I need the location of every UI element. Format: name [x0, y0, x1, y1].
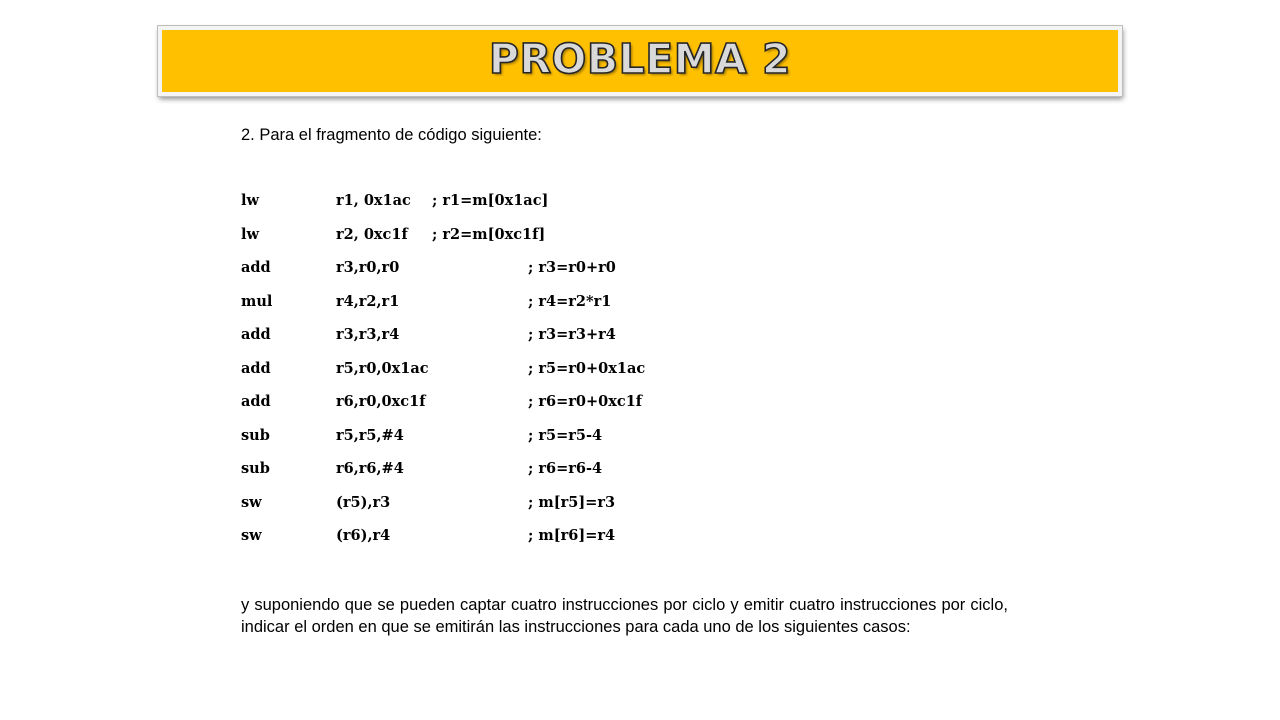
intro-text: 2. Para el fragmento de código siguiente:: [241, 126, 542, 144]
slide-title: PROBLEMA 2: [488, 35, 792, 83]
code-args: r4,r2,r1: [336, 292, 400, 310]
code-args: (r5),r3: [336, 493, 391, 511]
code-args: r1, 0x1ac: [336, 192, 411, 209]
code-op: sub: [241, 460, 270, 477]
code-op: add: [241, 393, 271, 410]
code-comment: ; r5=r0+0x1ac: [528, 359, 646, 377]
code-args: (r6),r4: [336, 527, 391, 544]
code-op: mul: [241, 292, 273, 310]
code-args: r5,r5,#4: [336, 426, 404, 444]
code-args: r5,r0,0x1ac: [336, 359, 429, 377]
code-comment: ; r4=r2*r1: [528, 292, 612, 310]
code-comment: ; r3=r3+r4: [528, 326, 616, 343]
code-comment: ; r1=m[0x1ac]: [432, 192, 549, 209]
code-comment: ; r6=r0+0xc1f: [528, 393, 643, 410]
code-args: r6,r0,0xc1f: [336, 393, 426, 410]
code-comment: ; r2=m[0xc1f]: [432, 225, 546, 243]
code-op: add: [241, 259, 271, 276]
code-op: sub: [241, 426, 270, 444]
code-op: lw: [241, 225, 259, 243]
code-op: add: [241, 326, 271, 343]
code-comment: ; m[r5]=r3: [528, 493, 616, 511]
code-args: r3,r0,r0: [336, 259, 400, 276]
closing-text: y suponiendo que se pueden captar cuatro instrucciones por ciclo y emitir cuatro instrucciones por ciclo, indicar el orden en que se emitirán las instrucciones para cada uno de los siguientes casos:: [241, 596, 1008, 636]
code-op: lw: [241, 192, 259, 209]
code-comment: ; m[r6]=r4: [528, 527, 616, 544]
code-op: sw: [241, 527, 262, 544]
title-banner: [158, 26, 1122, 96]
code-args: r2, 0xc1f: [336, 225, 408, 243]
code-comment: ; r5=r5-4: [528, 426, 603, 444]
code-args: r3,r3,r4: [336, 326, 400, 343]
code-comment: ; r3=r0+r0: [528, 259, 616, 276]
code-comment: ; r6=r6-4: [528, 460, 603, 477]
code-args: r6,r6,#4: [336, 460, 404, 477]
code-op: sw: [241, 493, 262, 511]
code-op: add: [241, 359, 271, 377]
